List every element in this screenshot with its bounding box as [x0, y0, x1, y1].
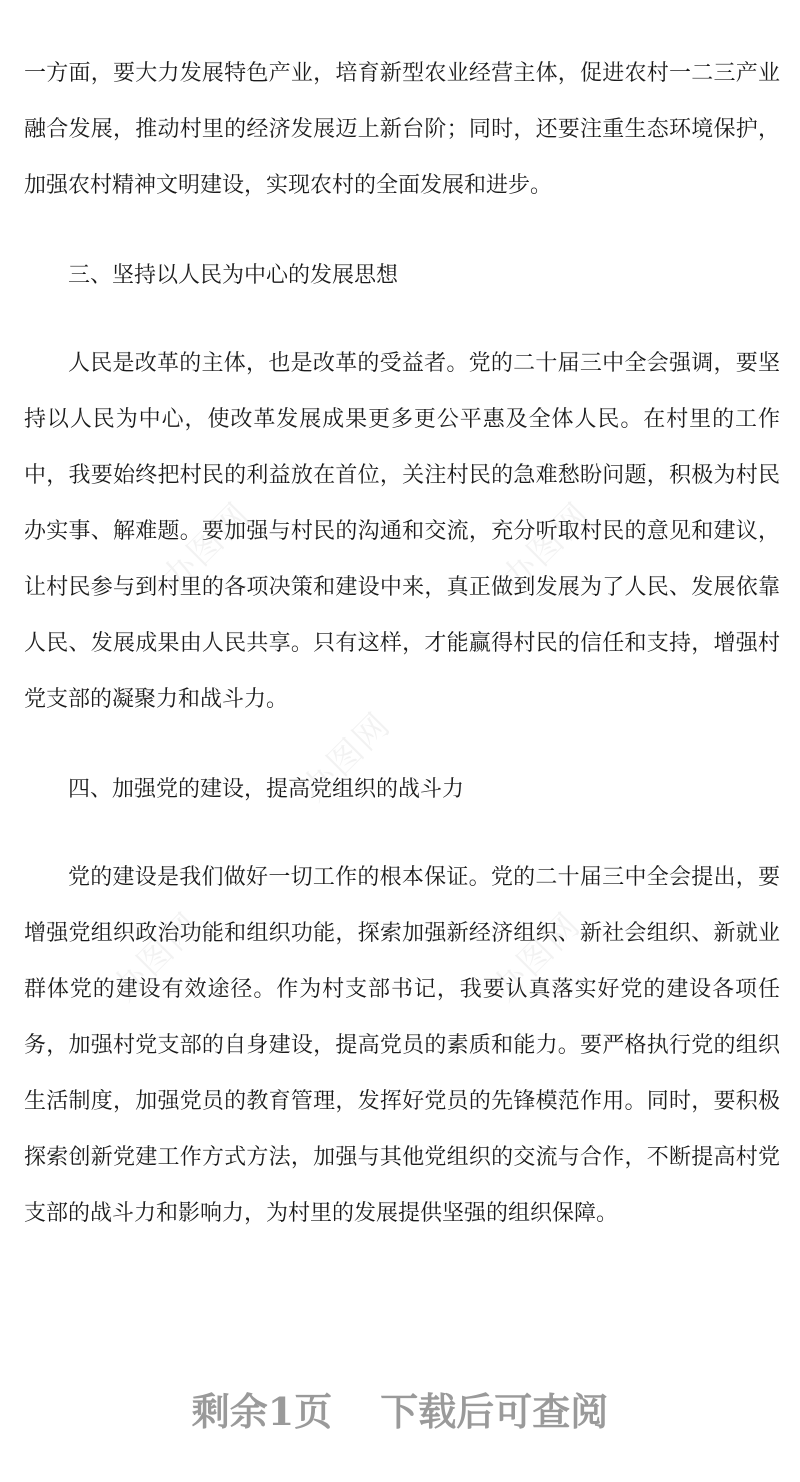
download-to-view-label: 下载后可查阅 [380, 1388, 609, 1434]
article-body [24, 46, 780, 1242]
watermark: 办图网 [494, 494, 599, 600]
watermark: 办图网 [294, 704, 399, 810]
paragraph-people-centered: 人民是改革的主体，也是改革的受益者。党的二十届三中全会强调，要坚持以人民为中心，使改革发展成果更多更公平惠及全体人民。在村里的工作中，我要始终把村民的利益放在首位，关注村民的急难愁盼问题，积极为村民办实事、解难题。要加强与村民的沟通和交流，充分听取村民的意见和建议，让村民参与到村里的各项决策和建设中来，真正做到发展为了人民、发展依靠人民、发展成果由人民共享。只有这样，才能赢得村民的信任和支持，增强村党支部的凝聚力和战斗力。 [24, 351, 780, 712]
section-heading-people-centered: 三、坚持以人民为中心的发展思想 [68, 263, 399, 288]
watermark: 办图网 [104, 904, 209, 1010]
watermark: 办图网 [154, 494, 259, 600]
download-prompt-banner[interactable] [0, 1376, 800, 1440]
paragraph-party-building: 党的建设是我们做好一切工作的根本保证。党的二十届三中全会提出，要增强党组织政治功能和组织功能，探索加强新经济组织、新社会组织、新就业群体党的建设有效途径。作为村支部书记，我要认真落实好党的建设各项任务，加强村党支部的自身建设，提高党员的素质和能力。要严格执行党的组织生活制度，加强党员的教育管理，发挥好党员的先锋模范作用。同时，要积极探索创新党建工作方式方法，加强与其他党组织的交流与合作，不断提高村党支部的战斗力和影响力，为村里的发展提供坚强的组织保障。 [24, 865, 780, 1226]
section-heading-party-building: 四、加强党的建设，提高党组织的战斗力 [68, 777, 465, 802]
paragraph-development: 一方面，要大力发展特色产业，培育新型农业经营主体，促进农村一二三产业融合发展，推动村里的经济发展迈上新台阶；同时，还要注重生态环境保护，加强农村精神文明建设，实现农村的全面发展和进步。 [24, 61, 780, 198]
remaining-pages-label: 剩余1页 [191, 1388, 333, 1434]
watermark: 办图网 [484, 904, 589, 1010]
